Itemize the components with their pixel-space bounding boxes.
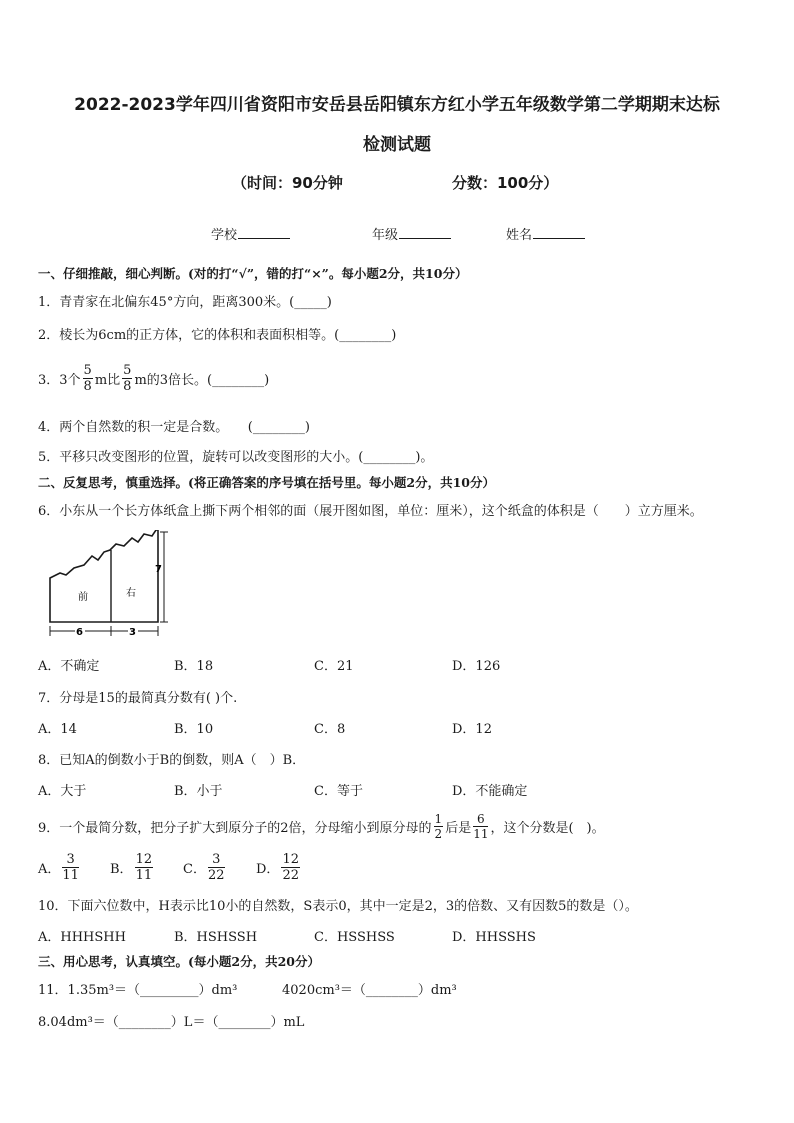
- q3-middle: m比: [94, 372, 121, 388]
- fraction-numerator: 12: [282, 851, 299, 867]
- q9-option-c[interactable]: [183, 848, 227, 886]
- q6-option-a[interactable]: A．不确定: [38, 659, 100, 674]
- fraction-denominator: 2: [434, 826, 443, 841]
- fraction-denominator: 11: [473, 826, 489, 841]
- school-field[interactable]: [211, 224, 290, 243]
- torn-faces-outline: [50, 530, 158, 622]
- unfolded-box-figure: [38, 530, 178, 642]
- question-5: 5．平移只改变图形的位置，旋转可以改变图形的大小。(________)。: [38, 450, 434, 465]
- section-2-heading: 二、反复思考，慎重选择。(将正确答案的序号填在括号里。每小题2分，共10分）: [38, 475, 496, 490]
- q9-suffix: ，这个分数是( )。: [490, 820, 605, 836]
- exam-time: （时间：90分钟: [232, 174, 343, 192]
- question-9: [38, 806, 605, 846]
- fraction-numerator: 5: [83, 362, 92, 378]
- q3-suffix: m的3倍长。(________): [134, 372, 270, 388]
- q8-option-d[interactable]: D．不能确定: [452, 784, 528, 799]
- name-label: 姓名: [506, 228, 533, 243]
- height-label: 7: [155, 564, 162, 575]
- q7-option-b[interactable]: B．10: [174, 722, 214, 737]
- fraction-denominator: 8: [123, 378, 132, 394]
- q6-option-c[interactable]: C．21: [314, 659, 354, 674]
- q8-option-c[interactable]: C．等于: [314, 784, 363, 799]
- q10-option-b[interactable]: B．HSHSSH: [174, 930, 258, 945]
- page-title: 2022-2023学年四川省资阳市安岳县岳阳镇东方红小学五年级数学第二学期期末达标: [74, 95, 720, 115]
- option-label: C．: [183, 861, 206, 877]
- q6-option-d[interactable]: D．126: [452, 659, 501, 674]
- page-title-line2: 检测试题: [363, 135, 431, 155]
- q7-option-a[interactable]: A．14: [38, 722, 77, 737]
- option-fraction: [281, 853, 300, 882]
- name-field[interactable]: [506, 224, 585, 243]
- question-11-part-3: 8.04dm³＝（________）L＝（________）mL: [38, 1015, 305, 1030]
- q3-prefix: 3．3个: [38, 372, 81, 388]
- q7-option-c[interactable]: C．8: [314, 722, 346, 737]
- fraction-numerator: 6: [473, 813, 488, 827]
- school-blank[interactable]: [238, 228, 290, 239]
- q6-option-b[interactable]: B．18: [174, 659, 214, 674]
- fraction-numerator: 3: [62, 853, 79, 868]
- q8-option-b[interactable]: B．小于: [174, 784, 223, 799]
- fraction-denominator: 22: [207, 867, 225, 883]
- fraction-denominator: 11: [135, 867, 153, 883]
- question-1: 1．青青家在北偏东45°方向，距离300米。(_____): [38, 295, 332, 310]
- front-face-label: 前: [78, 592, 88, 603]
- fraction-5-8: [83, 364, 93, 393]
- width-label-right: 3: [129, 627, 136, 638]
- fraction-numerator: 5: [123, 362, 132, 378]
- question-10: 10．下面六位数中，H表示比10小的自然数，S表示0，其中一定是2，3的倍数、又有因数5的数是（）。: [38, 899, 638, 914]
- question-11-part-2: 4020cm³＝（________）dm³: [282, 983, 457, 998]
- grade-blank[interactable]: [399, 228, 451, 239]
- question-7: 7．分母是15的最简真分数有( )个.: [38, 691, 238, 706]
- fraction-6-11: [473, 813, 488, 840]
- question-11-part-1: 11．1.35m³＝（_________）dm³: [38, 983, 238, 998]
- q9-option-b[interactable]: [110, 848, 155, 886]
- question-3: [38, 358, 269, 398]
- q7-option-d[interactable]: D．12: [452, 722, 492, 737]
- exam-score: 分数：100分）: [452, 174, 559, 192]
- fraction-numerator: 12: [135, 851, 153, 867]
- q10-option-d[interactable]: D．HHSSHS: [452, 930, 536, 945]
- school-label: 学校: [211, 228, 238, 243]
- option-fraction: [62, 853, 79, 882]
- q10-option-a[interactable]: A．HHHSHH: [38, 930, 126, 945]
- section-1-heading: 一、仔细推敲，细心判断。(对的打“√”，错的打“×”。每小题2分，共10分）: [38, 266, 468, 281]
- fraction-5-8-second: [122, 364, 132, 393]
- name-blank[interactable]: [533, 228, 585, 239]
- fraction-denominator: 11: [62, 867, 79, 883]
- q9-middle: 后是: [445, 820, 472, 836]
- question-4: 4．两个自然数的积一定是合数。 (________): [38, 420, 310, 435]
- width-label-front: 6: [76, 627, 83, 638]
- fraction-1-2: [434, 813, 444, 840]
- grade-field[interactable]: [372, 224, 451, 243]
- option-label: B．: [110, 861, 133, 877]
- q9-option-d[interactable]: [256, 848, 302, 886]
- fraction-numerator: 3: [208, 853, 225, 868]
- grade-label: 年级: [372, 228, 399, 243]
- option-label: A．: [38, 861, 61, 877]
- q10-option-c[interactable]: C．HSSHSS: [314, 930, 395, 945]
- right-face-label: 右: [126, 588, 136, 599]
- q9-prefix: 9．一个最简分数，把分子扩大到原分子的2倍，分母缩小到原分母的: [38, 820, 432, 836]
- option-fraction: [208, 853, 225, 882]
- section-3-heading: 三、用心思考，认真填空。(每小题2分，共20分）: [38, 954, 321, 969]
- fraction-numerator: 1: [434, 811, 443, 826]
- fraction-denominator: 8: [83, 378, 92, 394]
- question-6: 6．小东从一个长方体纸盒上撕下两个相邻的面（展开图如图，单位：厘米），这个纸盒的体积是（ ）立方厘米。: [38, 504, 703, 519]
- option-label: D．: [256, 861, 280, 877]
- question-2: 2．棱长为6cm的正方体，它的体积和表面积相等。(________): [38, 328, 397, 343]
- question-8: 8．已知A的倒数小于B的倒数，则A（ ）B．: [38, 753, 306, 768]
- option-fraction: [135, 853, 154, 882]
- q9-option-a[interactable]: [38, 848, 81, 886]
- fraction-denominator: 22: [282, 867, 299, 883]
- q8-option-a[interactable]: A．大于: [38, 784, 87, 799]
